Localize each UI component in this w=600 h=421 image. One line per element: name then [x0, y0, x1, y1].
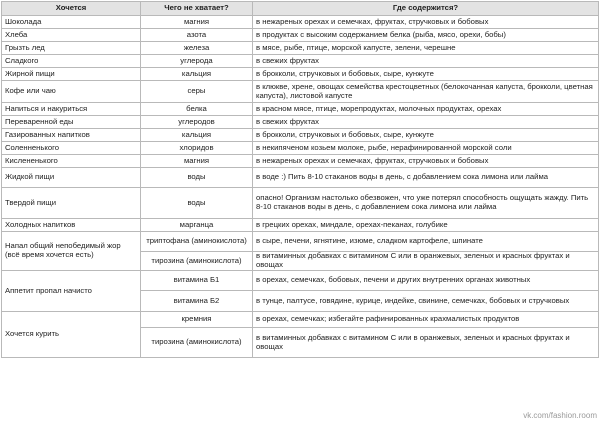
source-cell: в сыре, печени, ягнятине, изюме, сладком картофеле, шпинате [253, 232, 599, 252]
nutrient-cell: тирозина (аминокислота) [141, 328, 253, 358]
nutrient-cell: азота [141, 29, 253, 42]
header-craving: Хочется [2, 2, 141, 16]
nutrient-cell: углеродов [141, 116, 253, 129]
nutrient-cell: углерода [141, 55, 253, 68]
source-cell: в воде :) Пить 8-10 стаканов воды в день, с добавлением сока лимона или лайма [253, 168, 599, 188]
nutrient-cell: тирозина (аминокислота) [141, 252, 253, 271]
nutrient-cell: магния [141, 155, 253, 168]
source-cell: в свежих фруктах [253, 116, 599, 129]
table-row [2, 42, 599, 55]
source-cell: в некипяченом козьем молоке, рыбе, нерафинированной морской соли [253, 142, 599, 155]
craving-cell: Напиться и накуриться [2, 103, 141, 116]
nutrient-cell: воды [141, 168, 253, 188]
table-row [2, 232, 599, 252]
nutrient-cell: витамина Б2 [141, 291, 253, 312]
craving-cell: Хочется курить [2, 312, 141, 358]
nutrient-cell: серы [141, 81, 253, 103]
table-row [2, 168, 599, 188]
source-cell: в клюкве, хрене, овощах семейства крестоцветных (белокочанная капуста, брокколи, цветная капуста), листовой капусте [253, 81, 599, 103]
table-row [2, 312, 599, 328]
table-row [2, 103, 599, 116]
table-row [2, 219, 599, 232]
table-row [2, 129, 599, 142]
source-cell: в нежареных орехах и семечках, фруктах, стручковых и бобовых [253, 155, 599, 168]
source-cell: в тунце, палтусе, говядине, курице, индейке, свинине, семечках, бобовых и стручковых [253, 291, 599, 312]
source-cell: в витаминных добавках с витамином С или в оранжевых, зеленых и красных фруктах и овощах [253, 328, 599, 358]
craving-cell: Твердой пищи [2, 188, 141, 219]
table-row [2, 155, 599, 168]
nutrient-cell: магния [141, 16, 253, 29]
nutrient-cell: железа [141, 42, 253, 55]
table-row [2, 81, 599, 103]
craving-cell: Аппетит пропал начисто [2, 271, 141, 312]
craving-cell: Сладкого [2, 55, 141, 68]
craving-cell: Переваренной еды [2, 116, 141, 129]
source-cell: в брокколи, стручковых и бобовых, сыре, кунжуте [253, 129, 599, 142]
table-row [2, 188, 599, 219]
table-row [2, 29, 599, 42]
nutrition-table [1, 1, 599, 358]
nutrient-cell: кальция [141, 129, 253, 142]
table-row [2, 16, 599, 29]
nutrient-cell: хлоридов [141, 142, 253, 155]
nutrient-cell: белка [141, 103, 253, 116]
table-row [2, 142, 599, 155]
table-row [2, 55, 599, 68]
craving-cell: Грызть лед [2, 42, 141, 55]
craving-cell: Напал общий непобедимый жор (всё время хочется есть) [2, 232, 141, 271]
craving-cell: Шоколада [2, 16, 141, 29]
craving-cell: Соленненького [2, 142, 141, 155]
nutrient-cell: витамина Б1 [141, 271, 253, 291]
source-cell: в брокколи, стручковых и бобовых, сыре, кунжуте [253, 68, 599, 81]
table-body [2, 16, 599, 358]
nutrient-cell: триптофана (аминокислота) [141, 232, 253, 252]
craving-cell: Кофе или чаю [2, 81, 141, 103]
table-row [2, 116, 599, 129]
source-cell: в витаминных добавках с витамином С или в оранжевых, зеленых и красных фруктах и овощах [253, 252, 599, 271]
nutrient-cell: кремния [141, 312, 253, 328]
craving-cell: Жидкой пищи [2, 168, 141, 188]
watermark: vk.com/fashion.room [523, 411, 597, 420]
craving-cell: Газированных напитков [2, 129, 141, 142]
header-source: Где содержится? [253, 2, 599, 16]
header-nutrient: Чего не хватает? [141, 2, 253, 16]
craving-cell: Кислененького [2, 155, 141, 168]
craving-cell: Хлеба [2, 29, 141, 42]
source-cell: опасно! Организм настолько обезвожен, что уже потерял способность ощущать жажду. Пить 8-10 стаканов воды в день, с добавлением сока лимона или лайма [253, 188, 599, 219]
nutrient-cell: марганца [141, 219, 253, 232]
craving-cell: Жирной пищи [2, 68, 141, 81]
source-cell: в свежих фруктах [253, 55, 599, 68]
header-row [2, 2, 599, 16]
nutrient-cell: кальция [141, 68, 253, 81]
source-cell: в красном мясе, птице, морепродуктах, молочных продуктах, орехах [253, 103, 599, 116]
source-cell: в орехах, семечках, бобовых, печени и других внутренних органах животных [253, 271, 599, 291]
table-row [2, 68, 599, 81]
nutrient-cell: воды [141, 188, 253, 219]
source-cell: в орехах, семечках; избегайте рафинированных крахмалистых продуктов [253, 312, 599, 328]
source-cell: в грецких орехах, миндале, орехах-пеканах, голубике [253, 219, 599, 232]
craving-cell: Холодных напитков [2, 219, 141, 232]
source-cell: в нежареных орехах и семечках, фруктах, стручковых и бобовых [253, 16, 599, 29]
table-row [2, 271, 599, 291]
source-cell: в продуктах с высоким содержанием белка (рыба, мясо, орехи, бобы) [253, 29, 599, 42]
source-cell: в мясе, рыбе, птице, морской капусте, зелени, черешне [253, 42, 599, 55]
